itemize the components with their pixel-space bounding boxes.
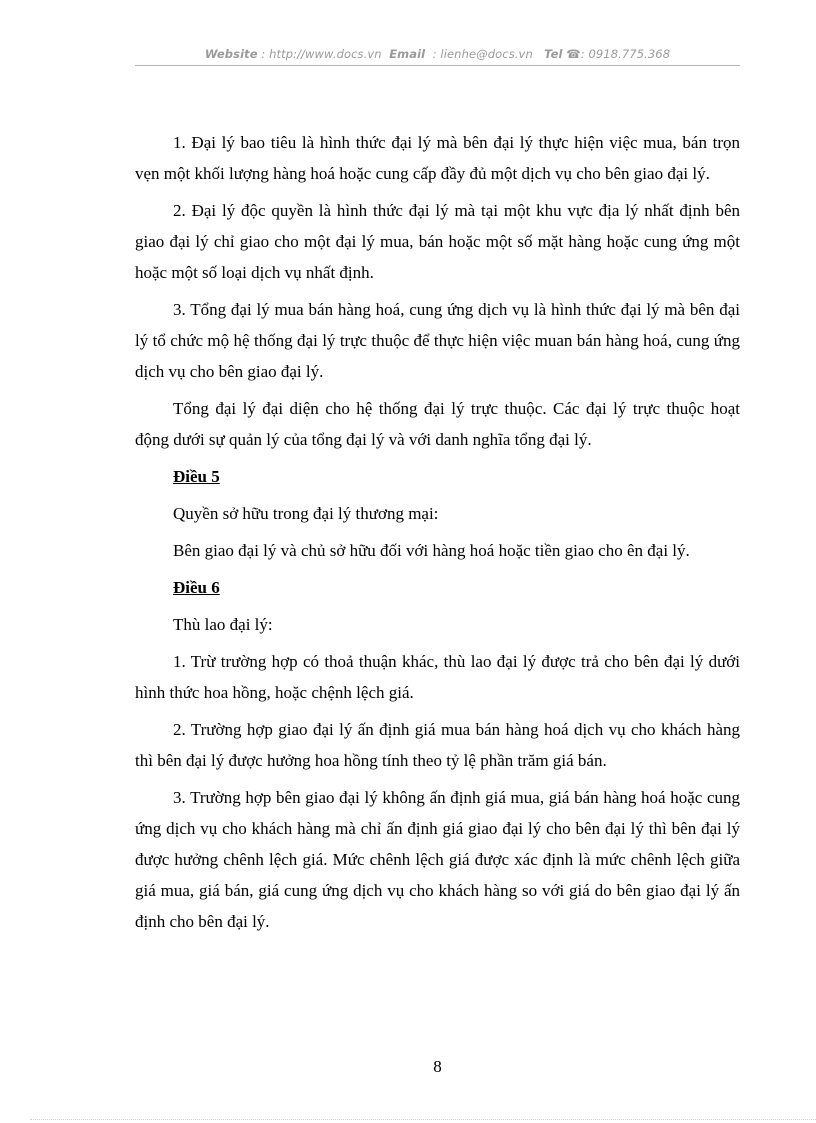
paragraph: Bên giao đại lý và chủ sở hữu đối với hàng hoá hoặc tiền giao cho ên đại lý.	[173, 541, 690, 560]
paragraph: 1. Trừ trường hợp có thoả thuận khác, thù lao đại lý được trả cho bên đại lý dưới hình thức hoa hồng, hoặc chệnh lệch giá.	[135, 652, 740, 702]
page-number: 8	[433, 1057, 442, 1076]
email-label: Email	[389, 47, 426, 61]
email-link[interactable]: : lienhe@docs.vn	[432, 47, 533, 61]
paragraph: Thù lao đại lý:	[173, 615, 273, 634]
paragraph: 1. Đại lý bao tiêu là hình thức đại lý mà bên đại lý thực hiện việc mua, bán trọn vẹn một khối lượng hàng hoá hoặc cung cấp đầy đủ một dịch vụ cho bên giao đại lý.	[135, 133, 740, 183]
header-divider	[135, 65, 740, 66]
article-heading: Điều 5	[173, 467, 220, 486]
paragraph: Quyền sở hữu trong đại lý thương mại:	[173, 504, 439, 523]
tel-value: : 0918.775.368	[580, 47, 671, 61]
footer-divider	[30, 1119, 816, 1120]
paragraph: 3. Tổng đại lý mua bán hàng hoá, cung ứng dịch vụ là hình thức đại lý mà bên đại lý tổ chức mộ hệ thống đại lý trực thuộc để thực hiện việc muan bán hàng hoá, cung ứng dịch vụ cho bên giao đại lý.	[135, 300, 740, 381]
paragraph: 2. Trường hợp giao đại lý ấn định giá mua bán hàng hoá dịch vụ cho khách hàng thì bên đại lý được hưởng hoa hồng tính theo tỷ lệ phần trăm giá bán.	[135, 720, 740, 770]
tel-label: Tel	[544, 47, 563, 61]
paragraph: 3. Trường hợp bên giao đại lý không ấn định giá mua, giá bán hàng hoá hoặc cung ứng dịch vụ cho khách hàng mà chỉ ấn định giá giao đại lý cho bên đại lý thì bên đại lý được hưởng chênh lệch giá. Mức chênh lệch giá được xác định là mức chênh lệch giữa giá mua, giá bán, giá cung ứng dịch vụ cho khách hàng so với giá do bên giao đại lý ấn định cho bên đại lý.	[135, 788, 740, 931]
article-heading: Điều 6	[173, 578, 220, 597]
paragraph: Tổng đại lý đại diện cho hệ thống đại lý trực thuộc. Các đại lý trực thuộc hoạt động dưới sự quản lý của tổng đại lý và với danh nghĩa tổng đại lý.	[135, 399, 740, 449]
website-label: Website	[204, 47, 258, 61]
phone-icon: ☎	[566, 47, 581, 61]
page-header	[135, 47, 740, 61]
document-body	[135, 127, 740, 943]
website-link[interactable]: : http://www.docs.vn	[261, 47, 382, 61]
paragraph: 2. Đại lý độc quyền là hình thức đại lý mà tại một khu vực địa lý nhất định bên giao đại lý chỉ giao cho một đại lý mua, bán hoặc một số mặt hàng hoặc cung ứng một hoặc một số loại dịch vụ nhất định.	[135, 201, 740, 282]
